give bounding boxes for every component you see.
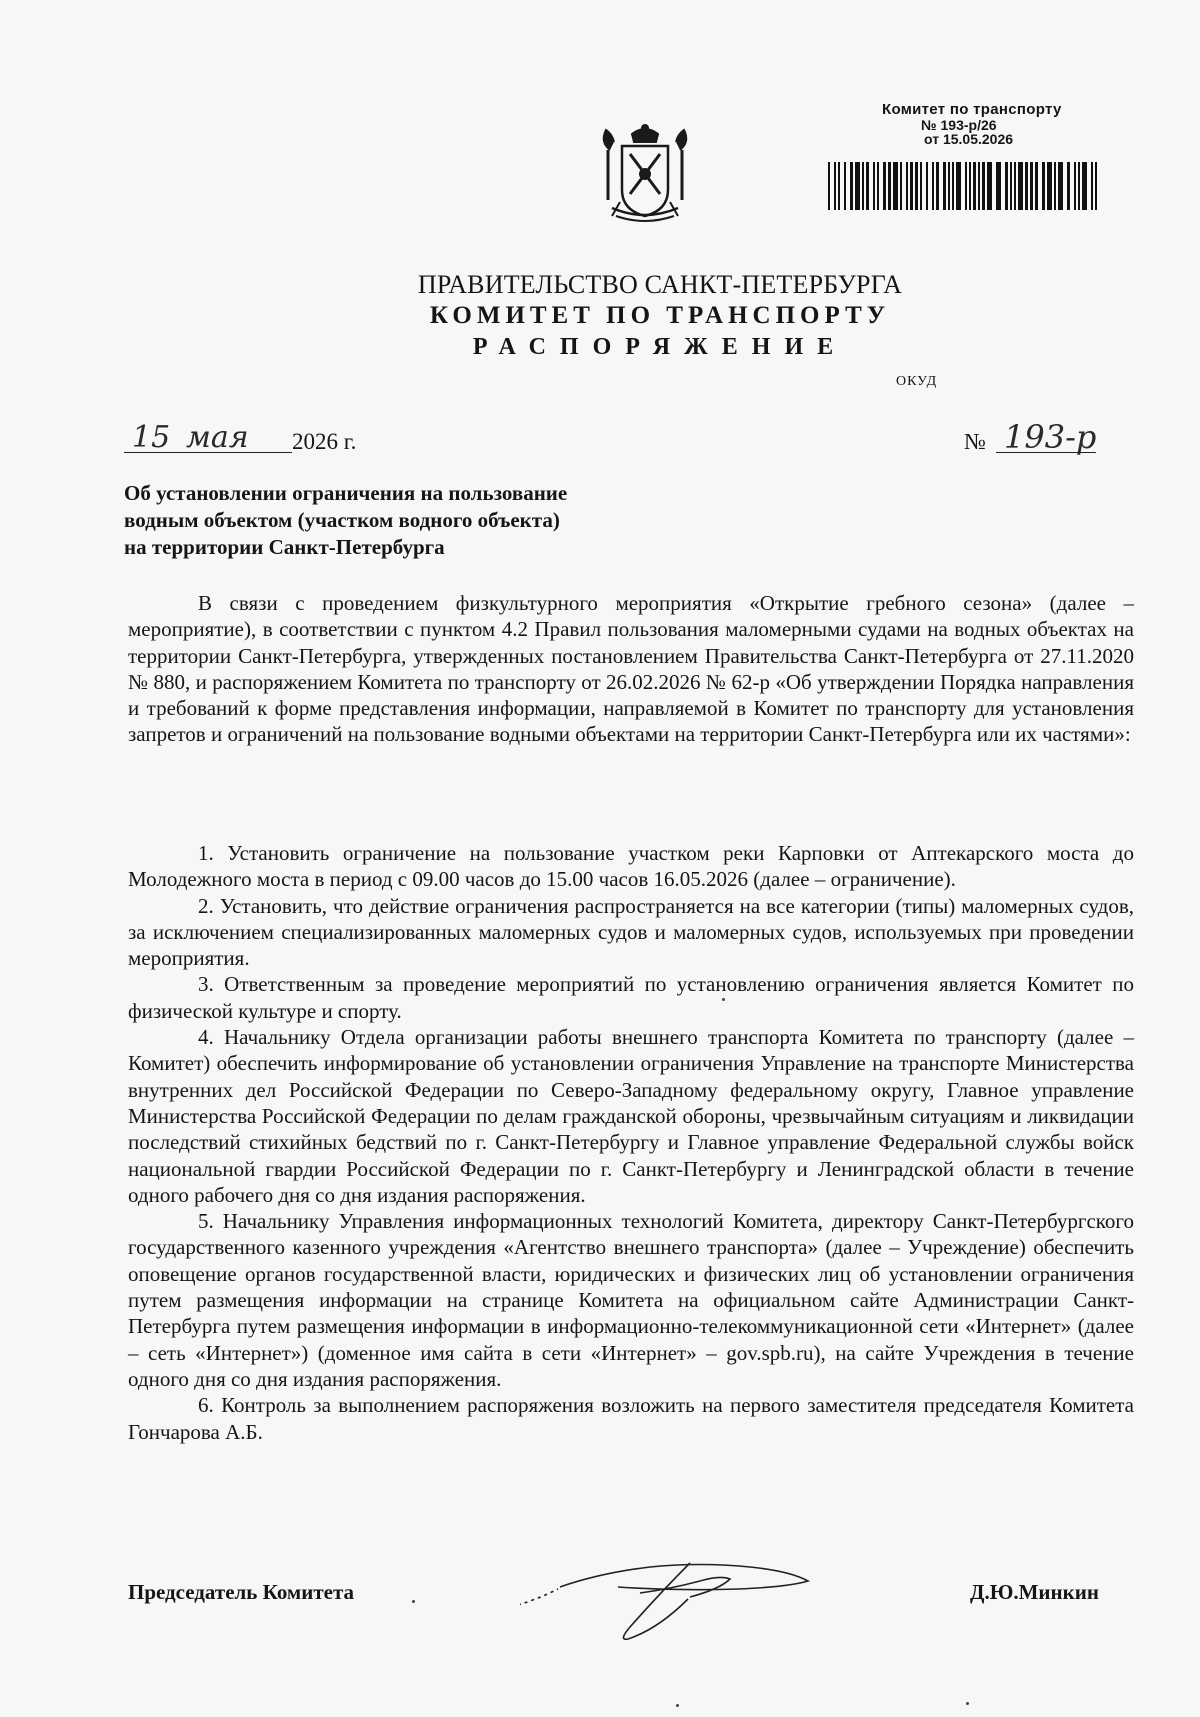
handwritten-month: мая [186,420,249,455]
preamble [128,590,1134,748]
government-title: ПРАВИТЕЛЬСТВО САНКТ-ПЕТЕРБУРГА [417,270,903,299]
number-prefix: № [964,429,986,454]
subject-line: на территории Санкт-Петербурга [124,535,445,559]
handwritten-day: 15 [132,420,171,455]
document-type-title: РАСПОРЯЖЕНИЕ [472,334,848,360]
committee-title: КОМИТЕТ ПО ТРАНСПОРТУ [429,302,891,329]
order-item: 4. Начальнику Отдела организации работы внешнего транспорта Комитета по транспорту (далее – Комитет) обеспечить информирование об установлении ограничения Управление на транспорте Министерства внутренних дел Российской Федерации по Северо-Западному федеральному округу, Главное управление Министерства Российской Федерации по делам гражданской обороны, чрезвычайным ситуациям и ликвидации последствий стихийных бедствий по г. Санкт-Петербургу и Главное управление Федеральной службы войск национальной гвардии Российской Федерации по г. Санкт-Петербургу и Ленинградской области в течение одного рабочего дня со дня издания распоряжения. [128,1025,1134,1207]
handwritten-number: 193-р [1004,418,1097,456]
order-item: 5. Начальнику Управления информационных технологий Комитета, директору Санкт-Петербургского государственного казенного учреждения «Агентство внешнего транспорта» (далее – Учреждение) обеспечить оповещение органов государственной власти, юридических и физических лиц об установлении ограничения путем размещения информации на странице Комитета на официальном сайте Администрации Санкт-Петербурга путем размещения информации в информационно-телекоммуникационной сети «Интернет» (далее – сеть «Интернет») (доменное имя сайта в сети «Интернет» – gov.spb.ru), на сайте Учреждения в течение одного дня со дня издания распоряжения. [128,1209,1134,1391]
order-item: 6. Контроль за выполнением распоряжения возложить на первого заместителя председателя Комитета Гончарова А.Б. [128,1393,1134,1444]
order-item: 3. Ответственным за проведение мероприятий по установлению ограничения является Комитет по физической культуре и спорту. [128,972,1134,1023]
registration-stamp [826,102,1126,146]
handwritten-signature [520,1545,840,1655]
subject-line: водным объектом (участком водного объекта) [124,508,560,532]
coat-of-arms-icon [590,120,700,230]
document-number [964,420,1144,460]
date-year: 2026 г. [292,429,357,454]
okud-label: ОКУД [896,374,938,389]
signatory-title: Председатель Комитета [128,1580,355,1604]
subject-line: Об установлении ограничения на пользование [124,481,568,505]
stamp-date: от 15.05.2026 [924,131,1014,147]
document-subject [124,480,567,561]
order-item: 1. Установить ограничение на пользование участком реки Карповки от Аптекарского моста до Молодежного моста в период с 09.00 часов до 15.00 часов 16.05.2026 (далее – ограничение). [128,841,1134,892]
signatory-name: Д.Ю.Минкин [970,1580,1099,1604]
preamble-text: В связи с проведением физкультурного мероприятия «Открытие гребного сезона» (далее – мероприятие), в соответствии с пунктом 4.2 Правил пользования маломерными судами на водных объектах на территории Санкт-Петербурга, утвержденных постановлением Правительства Санкт-Петербурга от 27.11.2020 № 880, и распоряжением Комитета по транспорту от 26.02.2026 № 62-р «Об утверждении Порядка направления и требований к форме представления информации, направляемой в Комитет по транспорту для установления запретов и ограничений на пользование водными объектами на территории Санкт-Петербурга или их частями»: [128,591,1134,747]
stamp-number: № 193-р/26 [921,117,997,133]
barcode-icon [826,160,1126,216]
order-items [128,840,1134,1445]
order-item: 2. Установить, что действие ограничения распространяется на все категории (типы) маломерных судов, за исключением специализированных маломерных судов и маломерных судов, используемых при проведении мероприятия. [128,893,1134,971]
document-date [124,420,404,460]
stamp-organization: Комитет по транспорту [882,101,1062,118]
